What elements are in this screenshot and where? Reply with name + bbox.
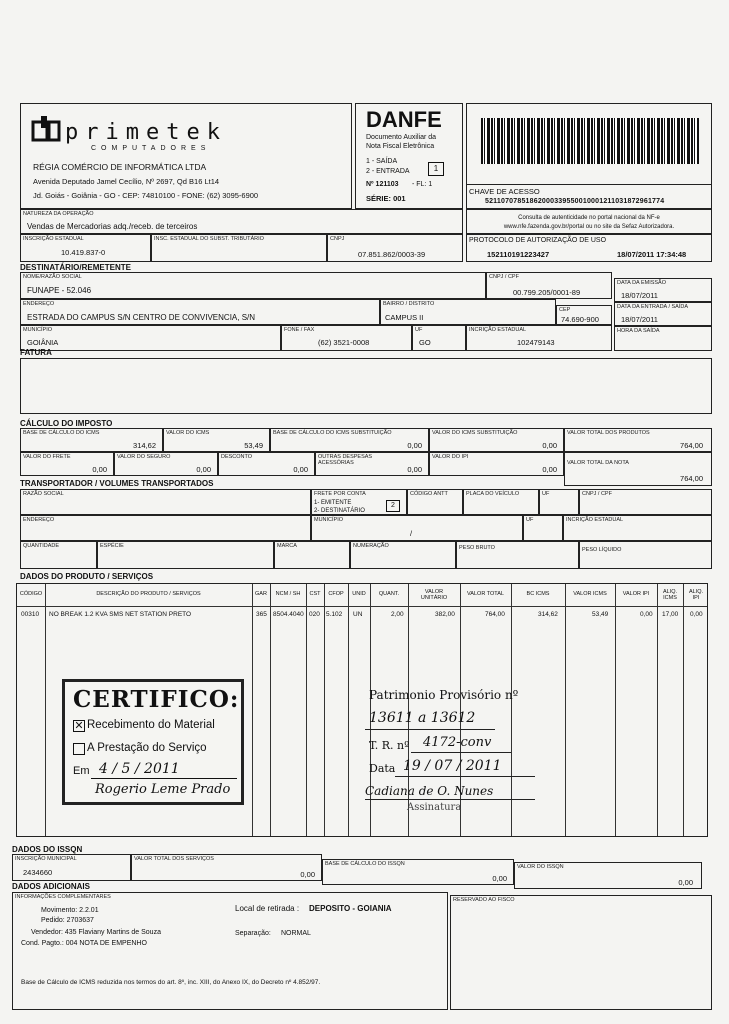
ipi-label: VALOR DO IPI — [432, 454, 469, 460]
col-header-vunit: VALOR UNITÁRIO — [420, 589, 448, 602]
stamp-em-underline — [91, 778, 237, 779]
consulta-line-1: Consulta de autenticidade no portal nacional da NF-e — [518, 215, 660, 221]
col-divider — [306, 584, 307, 836]
seguro-box — [114, 452, 218, 476]
patrimonio-tr-value: 4172-conv — [423, 735, 492, 750]
cell-vipi: 0,00 — [640, 611, 653, 618]
company-name: RÉGIA COMÉRCIO DE INFORMÁTICA LTDA — [33, 162, 207, 172]
serie: SÉRIE: 001 — [366, 194, 406, 203]
desconto-label: DESCONTO — [221, 454, 253, 460]
cnpj-emit-value: 07.851.862/0003-39 — [358, 250, 426, 259]
v-st-value: 0,00 — [542, 441, 557, 450]
col-header-vicms: VALOR ICMS — [573, 591, 607, 597]
produtos-section-title: DADOS DO PRODUTO / SERVIÇOS — [20, 572, 154, 581]
issqn-vs-value: 0,00 — [300, 870, 315, 879]
danfe-title: DANFE — [366, 107, 442, 132]
stamp-checkbox-1: ✕ — [74, 720, 84, 732]
bc-icms-value: 314,62 — [133, 441, 156, 450]
transp-frete-value: 2 — [386, 500, 400, 512]
chave-box — [466, 103, 712, 209]
info-separacao-value: NORMAL — [281, 930, 311, 937]
protocolo-value: 152110191223427 — [487, 250, 550, 259]
col-divider — [657, 584, 658, 836]
frete-label: VALOR DO FRETE — [23, 454, 71, 460]
primetek-logo — [31, 114, 261, 152]
info-cond: Cond. Pagto.: 004 NOTA DE EMPENHO — [21, 940, 147, 947]
iest-label: INSC. ESTADUAL DO SUBST. TRIBUTÁRIO — [154, 236, 264, 242]
bc-st-label: BASE DE CÁLCULO DO ICMS SUBSTITUIÇÃO — [273, 430, 392, 436]
transp-esp-label: ESPÉCIE — [100, 543, 124, 549]
col-divider — [565, 584, 566, 836]
info-movimento: Movimento: 2.2.01 — [41, 907, 99, 914]
dest-fone-value: (62) 3521-0008 — [318, 338, 370, 347]
transp-qtd-box — [20, 541, 97, 569]
info-compl-label: INFORMAÇÕES COMPLEMENTARES — [15, 894, 111, 900]
col-divider — [348, 584, 349, 836]
cell-ncm: 8504.4040 — [273, 611, 304, 618]
dest-bairro-value: CAMPUS II — [385, 313, 424, 322]
dest-bairro-label: BAIRRO / DISTRITO — [383, 301, 435, 307]
ie-box — [20, 234, 151, 262]
issqn-vs-box — [131, 854, 322, 881]
transp-uf-box — [539, 489, 579, 515]
danfe-box — [355, 103, 463, 209]
bc-icms-label: BASE DE CÁLCULO DO ICMS — [23, 430, 100, 436]
transp-ie-box — [563, 515, 712, 541]
cell-codigo: 00310 — [21, 611, 40, 618]
issqn-vs-label: VALOR TOTAL DOS SERVIÇOS — [134, 856, 214, 862]
dest-ie-value: 102479143 — [517, 338, 555, 347]
iest-box — [151, 234, 327, 262]
protocolo-data: 18/07/2011 17:34:48 — [617, 250, 687, 259]
danfe-subtitle-1: Documento Auxiliar da — [366, 134, 437, 141]
logo-sub: COMPUTADORES — [91, 145, 211, 152]
stamp-title: CERTIFICO: — [73, 686, 240, 713]
transp-uf-label: UF — [542, 491, 550, 497]
col-divider — [270, 584, 271, 836]
transp-end-box — [20, 515, 311, 541]
protocolo-box — [466, 234, 712, 262]
patrimonio-tr-label: T. R. nº — [369, 739, 410, 752]
cell-aliqipi: 0,00 — [690, 611, 703, 618]
cell-aliqicms: 17,00 — [662, 611, 679, 618]
emitente-box — [20, 103, 352, 209]
cell-descricao: NO BREAK 1.2 KVA SMS NET STATION PRETO — [49, 611, 192, 618]
patrimonio-sig-line — [365, 799, 535, 800]
dest-entrada-box — [614, 302, 712, 326]
transp-num-label: NUMERAÇÃO — [353, 543, 389, 549]
dest-emissao-label: DATA DA EMISSÃO — [617, 280, 667, 286]
patrimonio-data-value: 19 / 07 / 2011 — [403, 758, 502, 774]
v-prod-label: VALOR TOTAL DOS PRODUTOS — [567, 430, 650, 436]
v-icms-label: VALOR DO ICMS — [166, 430, 210, 436]
dest-bairro-box — [380, 299, 556, 325]
stamp-em-value: 4 / 5 / 2011 — [99, 761, 180, 777]
v-prod-box — [564, 428, 712, 452]
v-nota-value: 764,00 — [680, 474, 703, 483]
company-city: Jd. Goiás - Goiânia - GO - CEP: 74810100 - FONE: (62) 3095-6900 — [33, 191, 259, 200]
transp-mun-box — [311, 515, 523, 541]
dest-cnpj-label: CNPJ / CPF — [489, 274, 519, 280]
cell-gar: 365 — [256, 611, 267, 618]
bc-icms-box — [20, 428, 163, 452]
col-header-vtotal: VALOR TOTAL — [467, 591, 504, 597]
cell-cfop: 5.102 — [326, 611, 343, 618]
v-nota-box — [564, 452, 712, 486]
bc-st-value: 0,00 — [407, 441, 422, 450]
stamp-em-label: Em — [73, 765, 90, 777]
fisco-label: RESERVADO AO FISCO — [453, 897, 515, 903]
issqn-section-title: DADOS DO ISSQN — [12, 845, 83, 854]
dest-cnpj-value: 00.799.205/0001-89 — [513, 288, 581, 297]
cell-unid: UN — [353, 611, 363, 618]
col-divider — [324, 584, 325, 836]
issqn-v-label: VALOR DO ISSQN — [517, 864, 564, 870]
dest-municipio-value: GOIÂNIA — [27, 338, 59, 347]
fatura-box — [20, 358, 712, 414]
col-header-vipi: VALOR IPI — [622, 591, 650, 597]
col-header-unid: UNID — [352, 591, 366, 597]
dest-nome-value: FUNAPE - 52.046 — [27, 286, 92, 295]
transp-antt-box — [407, 489, 463, 515]
transp-pl-box — [579, 541, 712, 569]
stamp-signature: Rogerio Leme Prado — [95, 782, 231, 797]
seguro-value: 0,00 — [196, 465, 211, 474]
patrimonio-tr-line — [411, 752, 511, 753]
transp-placa-box — [463, 489, 539, 515]
patrimonio-data-label: Data — [369, 762, 396, 775]
natureza-label: NATUREZA DA OPERAÇÃO — [23, 211, 94, 217]
transp-uf2-box — [523, 515, 563, 541]
cnpj-emit-label: CNPJ — [330, 236, 345, 242]
fatura-section-title: FATURA — [20, 348, 52, 357]
transp-razao-label: RAZÃO SOCIAL — [23, 491, 64, 497]
desconto-box — [218, 452, 315, 476]
issqn-im-label: INSCRIÇÃO MUNICIPAL — [15, 856, 77, 862]
col-header-aliqicms: ALIQ. ICMS — [662, 589, 678, 602]
stamp-checkbox-2 — [73, 743, 85, 755]
company-address: Avenida Deputado Jamel Cecílio, Nº 2697, Qd B16 Lt14 — [33, 177, 220, 186]
transp-razao-box — [20, 489, 311, 515]
info-vendedor: Vendedor: 435 Flaviany Martins de Souza — [31, 929, 161, 936]
consulta-box — [466, 209, 712, 234]
info-pedido: Pedido: 2703637 — [41, 917, 94, 924]
danfe-subtitle-2: Nota Fiscal Eletrônica — [366, 143, 435, 150]
issqn-v-value: 0,00 — [678, 878, 693, 887]
transp-placa-label: PLACA DO VEÍCULO — [466, 491, 520, 497]
chave-value: 52110707851862000339550010001211031872961774 — [485, 198, 665, 205]
col-header-quant: QUANT. — [378, 591, 400, 597]
numero-nf: Nº 121103 — [366, 181, 399, 188]
bc-st-box — [270, 428, 429, 452]
patrimonio-assinatura: Assinatura — [407, 802, 462, 813]
chave-label: CHAVE DE ACESSO — [467, 184, 711, 196]
dest-endereco-value: ESTRADA DO CAMPUS S/N CENTRO DE CONVIVENCIA, S/N — [27, 313, 256, 322]
col-divider — [683, 584, 684, 836]
cell-bcicms: 314,62 — [538, 611, 558, 618]
v-prod-value: 764,00 — [680, 441, 703, 450]
info-base-calculo: Base de Cálculo de ICMS reduzida nos termos do art. 8º, inc. XIII, do Anexo IX, do Decreto nº 4.852/97. — [21, 979, 321, 986]
cell-vunit: 382,00 — [435, 611, 455, 618]
frete-value: 0,00 — [92, 465, 107, 474]
patrimonio-data-line — [395, 776, 535, 777]
col-header-bcicms: BC ICMS — [526, 591, 550, 597]
dest-uf-label: UF — [415, 327, 423, 333]
cnpj-emit-box — [327, 234, 463, 262]
dest-uf-box — [412, 325, 466, 351]
frete-box — [20, 452, 114, 476]
transp-frete-box — [311, 489, 407, 515]
transp-frete-opt2: 2- DESTINATÁRIO — [314, 508, 365, 514]
power-icon — [31, 114, 63, 144]
cell-vicms: 53,49 — [592, 611, 609, 618]
patrimonio-stamp — [365, 688, 565, 823]
transp-pb-box — [456, 541, 579, 569]
issqn-bc-value: 0,00 — [492, 874, 507, 883]
patrimonio-numbers-line — [365, 729, 495, 730]
dest-ie-label: INCRIÇÃO ESTADUAL — [469, 327, 527, 333]
dest-uf-value: GO — [419, 338, 431, 347]
fisco-box — [450, 895, 712, 1010]
ie-value: 10.419.837-0 — [61, 248, 106, 257]
ipi-box — [429, 452, 564, 476]
v-st-label: VALOR DO ICMS SUBSTITUIÇÃO — [432, 430, 518, 436]
col-divider — [252, 584, 253, 836]
info-separacao-label: Separação: — [235, 930, 271, 937]
outras-box — [315, 452, 429, 476]
transp-pl-label: PESO LÍQUIDO — [582, 547, 622, 553]
dest-entrada-label: DATA DA ENTRADA / SAÍDA — [617, 304, 689, 310]
outras-label: OUTRAS DESPESAS ACESSÓRIAS — [318, 454, 373, 466]
info-compl-box — [12, 892, 448, 1010]
imposto-section-title: CÁLCULO DO IMPOSTO — [20, 419, 113, 428]
patrimonio-numbers: 13611 a 13612 — [369, 710, 476, 726]
ie-label: INSCRIÇÃO ESTADUAL — [23, 236, 84, 242]
stamp-line-2: A Prestação do Serviço — [87, 742, 207, 754]
dest-nome-label: NOME/RAZÃO SOCIAL — [23, 274, 82, 280]
consulta-line-2: www.nfe.fazenda.gov.br/portal ou no site da Sefaz Autorizadora. — [503, 224, 675, 230]
logo-name: primetek — [65, 120, 227, 145]
transp-marca-box — [274, 541, 350, 569]
transp-ie-label: INCRIÇÃO ESTADUAL — [566, 517, 624, 523]
tipo-value: 1 — [428, 162, 444, 176]
transp-section-title: TRANSPORTADOR / VOLUMES TRANSPORTADOS — [20, 479, 214, 488]
dest-hora-box — [614, 326, 712, 351]
info-local-value: DEPOSITO - GOIANIA — [309, 904, 392, 913]
col-divider — [45, 584, 46, 836]
transp-mun-value: / — [410, 529, 413, 538]
transp-cnpj-label: CNPJ / CPF — [582, 491, 612, 497]
transp-marca-label: MARCA — [277, 543, 297, 549]
patrimonio-title: Patrimonio Provisório nº — [369, 688, 519, 702]
col-header-gar: GAR — [255, 591, 267, 597]
dest-ie-box — [466, 325, 612, 351]
dest-municipio-label: MUNICÍPIO — [23, 327, 53, 333]
transp-cnpj-box — [579, 489, 712, 515]
barcode — [481, 118, 699, 164]
patrimonio-signature: Cadiana de O. Nunes — [365, 784, 494, 798]
transp-esp-box — [97, 541, 274, 569]
dest-endereco-label: ENDEREÇO — [23, 301, 55, 307]
stamp-line-1: Recebimento do Material — [87, 719, 215, 731]
dest-municipio-box — [20, 325, 281, 351]
certifico-stamp — [62, 679, 244, 805]
dest-emissao-box — [614, 278, 712, 302]
tipo-saida: 1 - SAÍDA — [366, 158, 398, 165]
issqn-v-box — [514, 862, 702, 889]
ipi-value: 0,00 — [542, 465, 557, 474]
dest-section-title: DESTINATÁRIO/REMETENTE — [20, 263, 131, 272]
cell-quant: 2,00 — [391, 611, 404, 618]
info-local-label: Local de retirada : — [235, 904, 300, 913]
v-icms-box — [163, 428, 270, 452]
folha: - FL: 1 — [412, 181, 433, 188]
natureza-box — [20, 209, 463, 234]
transp-pb-label: PESO BRUTO — [459, 545, 495, 551]
transp-num-box — [350, 541, 456, 569]
col-header-codigo: CÓDIGO — [19, 591, 43, 597]
dest-endereco-box — [20, 299, 380, 325]
dest-fone-box — [281, 325, 412, 351]
protocolo-label: PROTOCOLO DE AUTORIZAÇÃO DE USO — [469, 237, 607, 244]
dest-cnpj-box — [486, 272, 612, 299]
col-header-aliqipi: ALIQ. IPI — [688, 589, 704, 602]
dest-entrada-value: 18/07/2011 — [621, 315, 658, 324]
dest-cep-value: 74.690-900 — [561, 315, 599, 324]
v-icms-value: 53,49 — [244, 441, 263, 450]
transp-frete-opt1: 1- EMITENTE — [314, 500, 352, 506]
col-header-descricao: DESCRIÇÃO DO PRODUTO / SERVIÇOS — [96, 591, 201, 597]
transp-uf2-label: UF — [526, 517, 534, 523]
outras-value: 0,00 — [407, 465, 422, 474]
transp-qtd-label: QUANTIDADE — [23, 543, 60, 549]
natureza-value: Vendas de Mercadorias adq./receb. de terceiros — [27, 222, 198, 231]
dest-fone-label: FONE / FAX — [284, 327, 315, 333]
v-st-box — [429, 428, 564, 452]
issqn-im-value: 2434660 — [23, 868, 53, 877]
dest-emissao-value: 18/07/2011 — [621, 291, 658, 300]
transp-frete-label: FRETE POR CONTA — [314, 491, 366, 497]
seguro-label: VALOR DO SEGURO — [117, 454, 171, 460]
col-header-cfop: CFOP — [328, 591, 344, 597]
produtos-header-divider — [17, 606, 707, 607]
v-nota-label: VALOR TOTAL DA NOTA — [567, 460, 629, 466]
tipo-entrada: 2 - ENTRADA — [366, 168, 410, 175]
dest-nome-box — [20, 272, 486, 299]
dest-hora-label: HORA DA SAÍDA — [617, 328, 660, 334]
issqn-bc-box — [322, 859, 514, 885]
issqn-im-box — [12, 854, 131, 881]
desconto-value: 0,00 — [293, 465, 308, 474]
transp-antt-label: CÓDIGO ANTT — [410, 491, 448, 497]
dest-cep-label: CEP — [559, 307, 571, 313]
col-header-ncm: NCM / SH — [275, 591, 301, 597]
cell-cst: 020 — [309, 611, 320, 618]
transp-mun-label: MUNICÍPIO — [314, 517, 344, 523]
transp-end-label: ENDEREÇO — [23, 517, 55, 523]
cell-vtotal: 764,00 — [485, 611, 505, 618]
dest-cep-box — [556, 305, 612, 325]
adicionais-section-title: DADOS ADICIONAIS — [12, 882, 90, 891]
col-divider — [615, 584, 616, 836]
issqn-bc-label: BASE DE CÁLCULO DO ISSQN — [325, 861, 405, 867]
col-header-cst: CST — [309, 591, 321, 597]
